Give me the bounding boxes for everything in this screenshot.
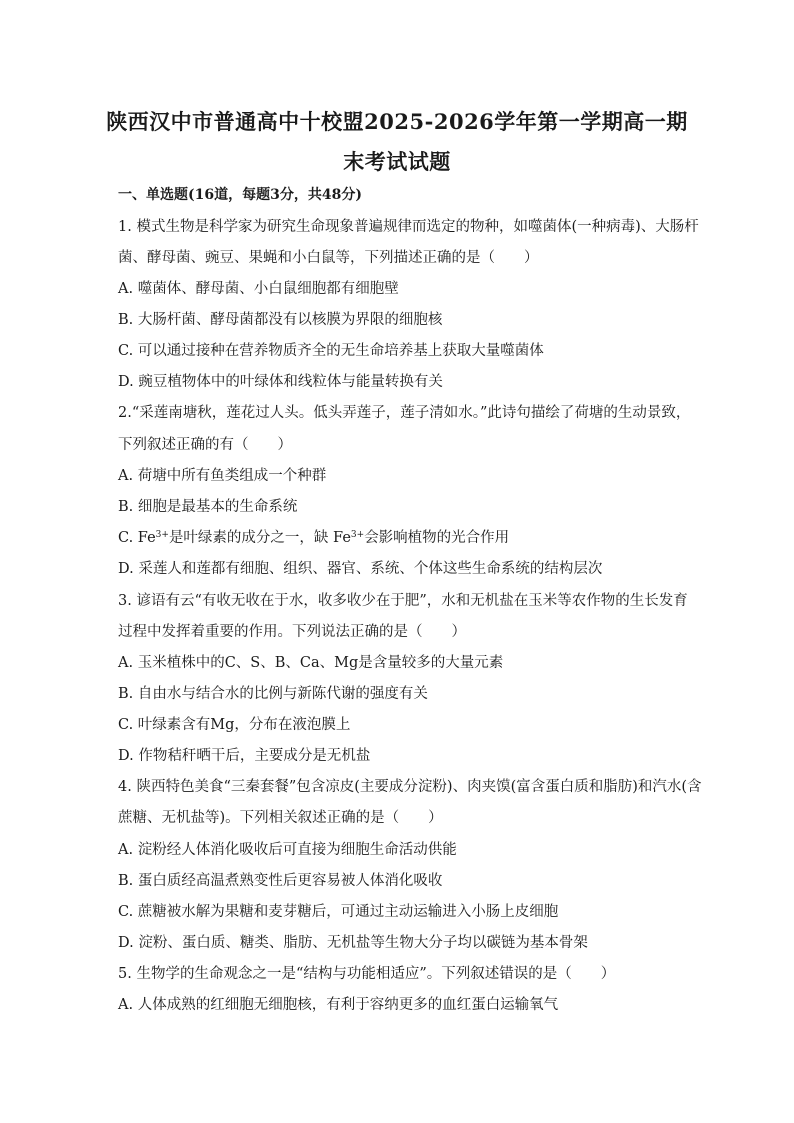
q2c-superscript-2: 3+ — [350, 530, 365, 540]
q4-option-b: B. 蛋白质经高温煮熟变性后更容易被人体消化吸收 — [118, 873, 443, 889]
q3-stem-line-2: 过程中发挥着重要的作用。下列说法正确的是（ ） — [118, 624, 466, 640]
q3-option-d: D. 作物秸秆晒干后，主要成分是无机盐 — [118, 748, 371, 764]
q1-option-d: D. 豌豆植物体中的叶绿体和线粒体与能量转换有关 — [118, 374, 443, 390]
q3-stem-line-1: 3. 谚语有云“有收无收在于水，收多收少在于肥”，水和无机盐在玉米等农作物的生长发育 — [118, 593, 688, 609]
q1-option-a: A. 噬菌体、酵母菌、小白鼠细胞都有细胞壁 — [118, 281, 399, 297]
q4-stem-line-1: 4. 陕西特色美食“三秦套餐”包含凉皮(主要成分淀粉)、肉夹馍(富含蛋白质和脂肪)和汽水(含 — [118, 779, 702, 795]
q3-option-a: A. 玉米植株中的C、S、B、Ca、Mg是含量较多的大量元素 — [118, 655, 504, 671]
q1-option-c: C. 可以通过接种在营养物质齐全的无生命培养基上获取大量噬菌体 — [118, 343, 544, 359]
q1-stem-line-1: 1. 模式生物是科学家为研究生命现象普遍规律而选定的物种，如噬菌体(一种病毒)、大肠杆 — [118, 219, 699, 235]
q4-option-a: A. 淀粉经人体消化吸收后可直接为细胞生命活动供能 — [118, 842, 457, 858]
q2-stem-line-2: 下列叙述正确的有（ ） — [118, 437, 292, 453]
q3-option-c: C. 叶绿素含有Mg，分布在液泡膜上 — [118, 717, 351, 733]
q2c-superscript-1: 3+ — [155, 530, 169, 540]
q5-option-a: A. 人体成熟的红细胞无细胞核，有利于容纳更多的血红蛋白运输氧气 — [118, 997, 559, 1013]
q4-option-d: D. 淀粉、蛋白质、糖类、脂肪、无机盐等生物大分子均以碳链为基本骨架 — [118, 935, 588, 951]
q2c-part-3: 会影响植物的光合作用 — [364, 530, 510, 546]
q2c-part-1: C. Fe — [118, 530, 156, 546]
q2-option-d: D. 采莲人和莲都有细胞、组织、器官、系统、个体这些生命系统的结构层次 — [118, 561, 603, 577]
q5-stem-line-1: 5. 生物学的生命观念之一是“结构与功能相适应”。下列叙述错误的是（ ） — [118, 966, 616, 982]
q2-option-b: B. 细胞是最基本的生命系统 — [118, 499, 298, 515]
q2-stem-line-1: 2.“采莲南塘秋，莲花过人头。低头弄莲子，莲子清如水。”此诗句描绘了荷塘的生动景致， — [118, 405, 691, 421]
q4-stem-line-2: 蔗糖、无机盐等)。下列相关叙述正确的是（ ） — [118, 810, 443, 826]
q1-stem-line-2: 菌、酵母菌、豌豆、果蝇和小白鼠等，下列描述正确的是（ ） — [118, 250, 539, 266]
q2c-part-2: 是叶绿素的成分之一，缺 Fe — [168, 530, 351, 546]
q3-option-b: B. 自由水与结合水的比例与新陈代谢的强度有关 — [118, 686, 428, 702]
exam-title-line-1: 陕西汉中市普通高中十校盟2025-2026学年第一学期高一期 — [106, 109, 688, 134]
q1-option-b: B. 大肠杆菌、酵母菌都没有以核膜为界限的细胞核 — [118, 312, 443, 328]
q2-option-c — [118, 529, 509, 547]
q2-option-a: A. 荷塘中所有鱼类组成一个种群 — [118, 468, 327, 484]
section-heading: 一、单选题(16道，每题3分，共48分) — [118, 187, 362, 203]
q4-option-c: C. 蔗糖被水解为果糖和麦芽糖后，可通过主动运输进入小肠上皮细胞 — [118, 904, 559, 920]
exam-title-line-2: 末考试试题 — [343, 149, 451, 174]
